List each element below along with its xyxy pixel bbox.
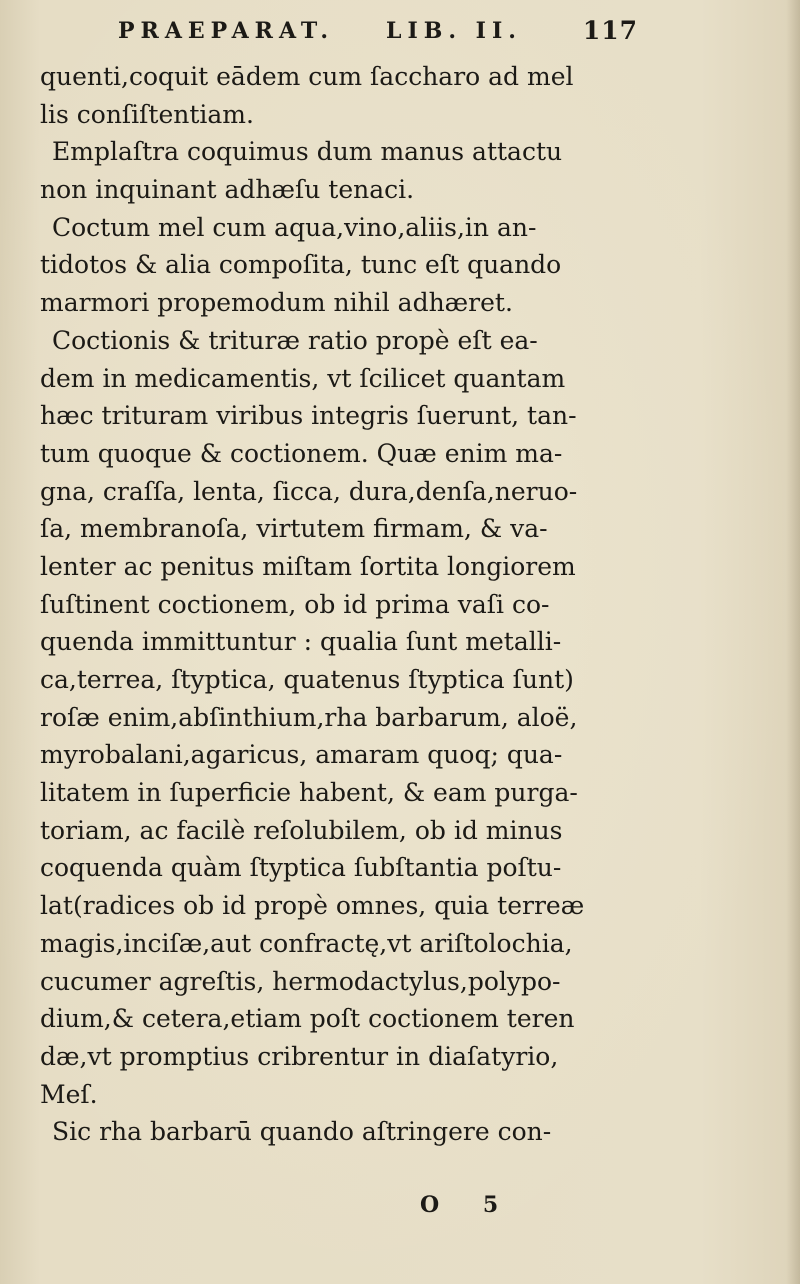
text-line: litatem in ſuperficie habent, & eam purga- xyxy=(40,778,578,808)
text-line: ſuſtinent coctionem, ob id prima vaſi co- xyxy=(40,589,550,619)
text-line: lenter ac penitus miſtam ſortita longiorem xyxy=(40,551,576,581)
text-line: tum quoque & coctionem. Quæ enim ma- xyxy=(40,438,563,468)
text-line: cucumer agreſtis, hermodactylus,polypo- xyxy=(40,966,561,996)
text-line: dium,& cetera,etiam poſt coctionem teren xyxy=(40,1004,575,1034)
text-line: ca,terrea, ſtyptica, quatenus ſtyptica ſunt) xyxy=(40,665,574,694)
text-line: gna, craſſa, lenta, ſicca, dura,denſa,neruo- xyxy=(40,476,578,506)
text-line: roſæ enim,abſinthium,rha barbarum, aloë, xyxy=(40,702,578,732)
page-edge-shadow xyxy=(786,0,800,1284)
book-reference: LIB. II. xyxy=(386,18,522,44)
text-line: Meſ. xyxy=(40,1079,98,1109)
text-line: ſa, membranoſa, virtutem firmam, & va- xyxy=(40,514,548,544)
text-line: dem in medicamentis, vt ſcilicet quantam xyxy=(40,363,566,393)
running-title: PRAEPARAT. xyxy=(118,18,335,44)
text-line: myrobalani,agaricus, amaram quoq; qua- xyxy=(40,740,563,770)
signature-mark: O 5 xyxy=(420,1192,517,1218)
text-line: Emplaſtra coquimus dum manus attactu xyxy=(52,137,563,167)
text-line: Coctum mel cum aqua,vino,aliis,in an- xyxy=(52,212,537,242)
page-number: 117 xyxy=(582,16,638,45)
text-line: marmori propemodum nihil adhæret. xyxy=(40,288,513,318)
text-line: lat(radices ob id propè omnes, quia terreæ xyxy=(40,891,585,921)
text-line: quenda immittuntur : qualia ſunt metalli- xyxy=(40,627,562,657)
text-line: dæ,vt promptius cribrentur in diaſatyrio, xyxy=(40,1041,559,1071)
text-line: lis conſiſtentiam. xyxy=(40,99,254,129)
text-line: coquenda quàm ſtyptica ſubſtantia poſtu- xyxy=(40,853,562,883)
text-line: toriam, ac facilè reſolubilem, ob id minus xyxy=(40,815,563,845)
text-line: Sic rha barbarū quando aſtringere con- xyxy=(52,1117,552,1147)
text-line: hæc trituram viribus integris ſuerunt, tan- xyxy=(40,401,577,431)
running-header xyxy=(118,14,638,50)
text-line: tidotos & alia compoſita, tunc eſt quando xyxy=(40,250,562,280)
body-text xyxy=(40,58,630,1151)
text-line: quenti,coquit eādem cum ſaccharo ad mel xyxy=(40,62,574,91)
text-line: non inquinant adhæſu tenaci. xyxy=(40,175,415,205)
text-line: magis,inciſæ,aut confractę,vt ariſtolochia, xyxy=(40,928,573,958)
text-line: Coctionis & trituræ ratio propè eſt ea- xyxy=(52,325,538,355)
